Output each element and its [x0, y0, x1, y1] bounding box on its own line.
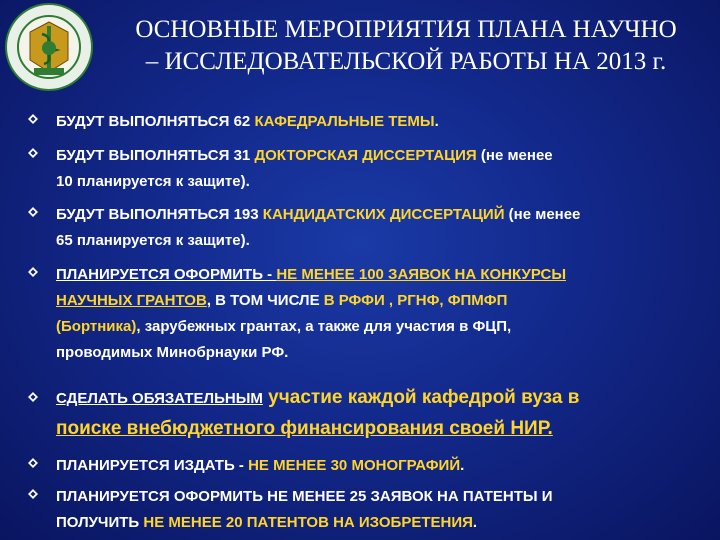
item-highlight: участие каждой кафедрой вуза в	[262, 387, 580, 408]
item-highlight: поиске внебюджетного финансирования своей НИР.	[56, 418, 553, 439]
diamond-bullet-icon	[28, 392, 38, 402]
list-item	[56, 383, 710, 444]
item-highlight: НАУЧНЫХ ГРАНТОВ	[56, 292, 207, 309]
item-text: БУДУТ ВЫПОЛНЯТЬСЯ 31	[56, 147, 255, 164]
item-text: .	[472, 514, 478, 531]
item-text: , зарубежных грантах, а также для участия в ФЦП,	[136, 318, 512, 335]
item-text: ПОЛУЧИТЬ	[56, 514, 144, 531]
item-text: , В ТОМ ЧИСЛЕ	[206, 292, 324, 309]
item-highlight: НЕ МЕНЕЕ 20 ПАТЕНТОВ НА ИЗОБРЕТЕНИЯ	[143, 514, 473, 531]
item-text: БУДУТ ВЫПОЛНЯТЬСЯ 193	[56, 206, 263, 223]
item-highlight: ДОКТОРСКАЯ ДИССЕРТАЦИЯ	[254, 147, 477, 164]
diamond-bullet-icon	[28, 114, 38, 124]
diamond-bullet-icon	[28, 207, 38, 217]
item-highlight: КАНДИДАТСКИХ ДИССЕРТАЦИЙ	[262, 206, 505, 223]
diamond-bullet-icon	[28, 267, 38, 277]
item-text: (не менее	[504, 206, 581, 223]
item-highlight: НЕ МЕНЕЕ 100 ЗАЯВОК НА КОНКУРСЫ	[276, 266, 567, 283]
list-item	[56, 143, 710, 195]
title-line-1: ОСНОВНЫЕ МЕРОПРИЯТИЯ ПЛАНА НАУЧНО	[135, 16, 677, 43]
item-highlight: НЕ МЕНЕЕ 30 МОНОГРАФИЙ	[248, 457, 461, 474]
item-text: 10 планируется к защите).	[56, 173, 250, 190]
item-text: проводимых Минобрнауки РФ.	[56, 344, 289, 361]
item-text: 65 планируется к защите).	[56, 232, 250, 249]
item-highlight: (Бортника)	[56, 318, 137, 335]
list-item	[56, 453, 710, 479]
diamond-bullet-icon	[28, 489, 38, 499]
item-text: ПЛАНИРУЕТСЯ ОФОРМИТЬ НЕ МЕНЕЕ 25 ЗАЯВОК НА ПАТЕНТЫ И	[56, 488, 553, 505]
item-highlight: В РФФИ , РГНФ, ФПМФП	[323, 292, 508, 309]
list-item	[56, 484, 710, 536]
list-item	[56, 109, 710, 135]
list-item	[56, 262, 710, 366]
item-text: СДЕЛАТЬ ОБЯЗАТЕЛЬНЫМ	[56, 390, 263, 407]
diamond-bullet-icon	[28, 148, 38, 158]
item-text: (не менее	[476, 147, 553, 164]
diamond-bullet-icon	[28, 458, 38, 468]
item-text: .	[434, 113, 439, 130]
item-text: БУДУТ ВЫПОЛНЯТЬСЯ 62	[56, 113, 255, 130]
item-text: ПЛАНИРУЕТСЯ ОФОРМИТЬ -	[56, 266, 277, 283]
item-highlight: КАФЕДРАЛЬНЫЕ ТЕМЫ	[254, 113, 435, 130]
item-text: .	[460, 457, 465, 474]
title-line-2: – ИССЛЕДОВАТЕЛЬСКОЙ РАБОТЫ НА 2013 г.	[145, 48, 667, 75]
list-item	[56, 202, 710, 254]
item-text: ПЛАНИРУЕТСЯ ИЗДАТЬ -	[56, 457, 249, 474]
